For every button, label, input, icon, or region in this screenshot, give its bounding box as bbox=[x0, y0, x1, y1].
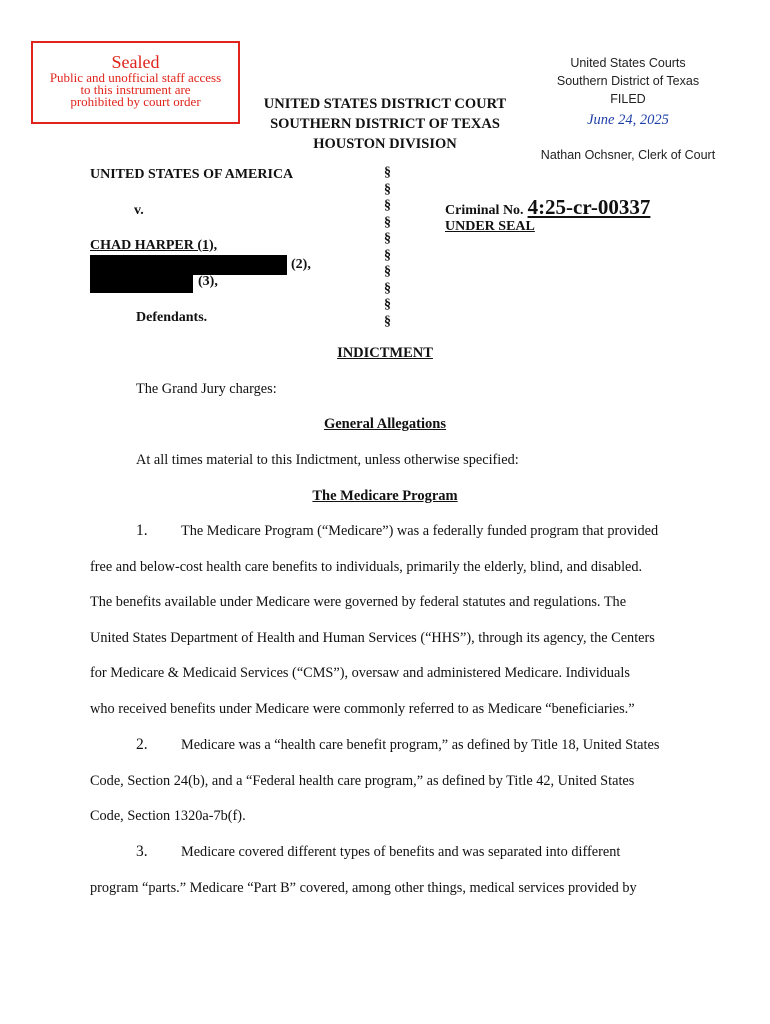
document-title: INDICTMENT bbox=[337, 345, 433, 361]
court-line-1: UNITED STATES DISTRICT COURT bbox=[263, 96, 507, 112]
paragraph-line: who received benefits under Medicare were commonly referred to as Medicare “beneficiaries.” bbox=[90, 700, 635, 717]
paragraph-number: 3. bbox=[136, 843, 148, 860]
paragraph-line: for Medicare & Medicaid Services (“CMS”), oversaw and administered Medicare. Individuals bbox=[90, 665, 630, 682]
paragraph-line: 1. The Medicare Program (“Medicare”) was a federally funded program that provided bbox=[90, 513, 682, 550]
filed-line-1: United States Courts bbox=[570, 56, 686, 70]
paragraph-line: program “parts.” Medicare “Part B” covered, among other things, medical services provided by bbox=[90, 879, 637, 896]
paragraph-line: United States Department of Health and Human Services (“HHS”), through its agency, the Centers bbox=[90, 629, 655, 646]
sealed-line-1: Public and unofficial staff access bbox=[49, 70, 222, 85]
redaction-defendant-2 bbox=[90, 255, 287, 275]
filed-date: June 24, 2025 bbox=[587, 112, 669, 128]
defendant-2-suffix: (2), bbox=[291, 257, 311, 272]
section-mark: § bbox=[384, 214, 391, 230]
paragraph-line: 3. Medicare covered different types of benefits and was separated into different bbox=[90, 834, 682, 871]
filed-clerk: Nathan Ochsner, Clerk of Court bbox=[540, 148, 716, 162]
sealed-title: Sealed bbox=[111, 52, 160, 72]
paragraph-line: The benefits available under Medicare were governed by federal statutes and regulations. The bbox=[90, 594, 627, 611]
under-seal-label: UNDER SEAL bbox=[445, 219, 535, 234]
court-line-3: HOUSTON DIVISION bbox=[313, 136, 457, 152]
paragraph-2 bbox=[90, 727, 682, 835]
section-mark: § bbox=[384, 247, 391, 263]
sealed-line-2: to this instrument are bbox=[80, 82, 191, 97]
filed-line-2: Southern District of Texas bbox=[556, 74, 700, 88]
criminal-number-block bbox=[445, 195, 650, 220]
section-mark: § bbox=[384, 231, 391, 246]
sealed-stamp bbox=[31, 41, 240, 124]
defendants-label: Defendants. bbox=[136, 310, 208, 325]
heading-general-allegations: General Allegations bbox=[323, 416, 447, 432]
paragraph-number: 2. bbox=[136, 736, 148, 753]
criminal-label: Criminal No. bbox=[445, 203, 524, 218]
paragraph-number: 1. bbox=[136, 522, 148, 539]
section-mark: § bbox=[384, 297, 391, 312]
heading-medicare-program: The Medicare Program bbox=[312, 488, 458, 504]
redaction-defendant-3 bbox=[90, 274, 193, 293]
section-mark: § bbox=[384, 198, 391, 213]
section-mark: § bbox=[384, 264, 391, 279]
intro-line: At all times material to this Indictment, unless otherwise specified: bbox=[136, 452, 519, 468]
defendant-1: CHAD HARPER (1), bbox=[90, 238, 218, 253]
court-line-2: SOUTHERN DISTRICT OF TEXAS bbox=[270, 116, 500, 132]
paragraph-line: 2. Medicare was a “health care benefit program,” as defined by Title 18, United States bbox=[90, 727, 682, 764]
sealed-line-3: prohibited by court order bbox=[70, 94, 201, 109]
paragraph-line: Code, Section 24(b), and a “Federal health care program,” as defined by Title 42, United States bbox=[90, 772, 635, 789]
paragraph-line: Code, Section 1320a-7b(f). bbox=[90, 808, 246, 825]
section-marks-column bbox=[384, 165, 398, 330]
court-heading bbox=[250, 94, 520, 154]
paragraph-line: free and below-cost health care benefits to individuals, primarily the elderly, blind, and disabled. bbox=[90, 558, 643, 575]
filed-stamp bbox=[528, 54, 728, 164]
paragraph-1 bbox=[90, 513, 682, 728]
filed-line-3: FILED bbox=[610, 92, 646, 106]
section-mark: § bbox=[384, 313, 391, 329]
section-mark: § bbox=[384, 165, 391, 180]
section-mark: § bbox=[384, 181, 391, 197]
grand-jury-charges: The Grand Jury charges: bbox=[136, 381, 277, 397]
section-mark: § bbox=[384, 280, 391, 296]
versus: v. bbox=[134, 203, 144, 218]
plaintiff: UNITED STATES OF AMERICA bbox=[90, 167, 294, 182]
criminal-number: 4:25-cr-00337 bbox=[527, 195, 651, 219]
paragraph-3 bbox=[90, 834, 682, 906]
defendant-3-suffix: (3), bbox=[198, 274, 218, 289]
